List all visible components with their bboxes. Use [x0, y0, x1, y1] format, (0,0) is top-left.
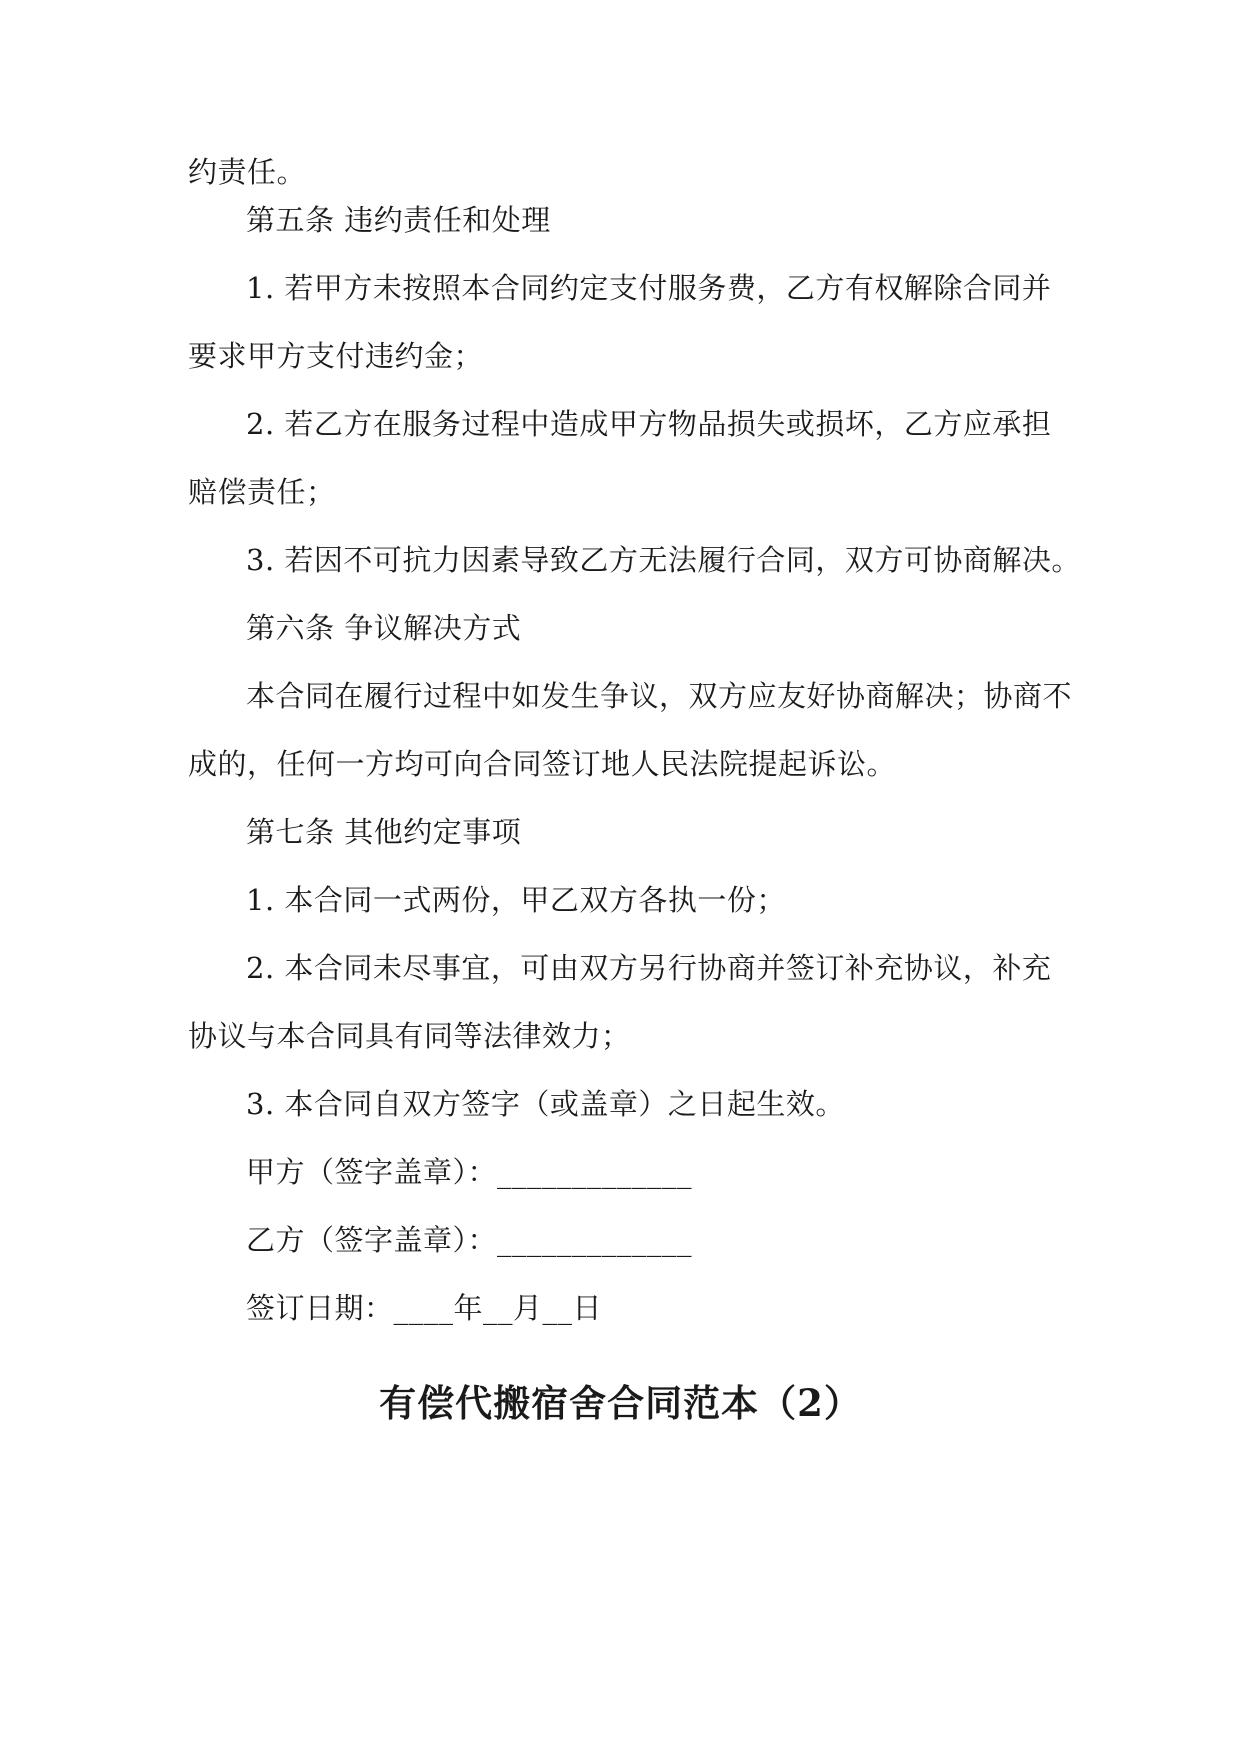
paragraph-line: 赔偿责任；: [188, 475, 336, 509]
paragraph-line: 协议与本合同具有同等法律效力；: [188, 1019, 631, 1053]
signature-line-party-a: 甲方（签字盖章）：_____________: [246, 1155, 693, 1189]
section-heading: 第五条 违约责任和处理: [246, 203, 551, 237]
paragraph-line: 2. 若乙方在服务过程中造成甲方物品损失或损坏，乙方应承担: [246, 407, 1052, 441]
section-heading: 第六条 争议解决方式: [246, 611, 522, 645]
signature-line-party-b: 乙方（签字盖章）：_____________: [246, 1223, 693, 1257]
signing-date-line: 签订日期：____年__月__日: [246, 1291, 603, 1325]
document-title: 有偿代搬宿舍合同范本（2）: [379, 1381, 862, 1425]
section-heading: 第七条 其他约定事项: [246, 815, 522, 849]
paragraph-line: 约责任。: [188, 155, 307, 189]
paragraph-line: 成的，任何一方均可向合同签订地人民法院提起诉讼。: [188, 747, 897, 781]
paragraph-line: 1. 若甲方未按照本合同约定支付服务费，乙方有权解除合同并: [246, 271, 1052, 305]
paragraph-line: 要求甲方支付违约金；: [188, 339, 484, 373]
paragraph-line: 本合同在履行过程中如发生争议，双方应友好协商解决；协商不: [246, 679, 1073, 713]
paragraph-line: 1. 本合同一式两份，甲乙双方各执一份；: [246, 883, 786, 917]
paragraph-line: 2. 本合同未尽事宜，可由双方另行协商并签订补充协议，补充: [246, 951, 1052, 985]
paragraph-line: 3. 若因不可抗力因素导致乙方无法履行合同，双方可协商解决。: [246, 543, 1081, 577]
paragraph-line: 3. 本合同自双方签字（或盖章）之日起生效。: [246, 1087, 845, 1121]
